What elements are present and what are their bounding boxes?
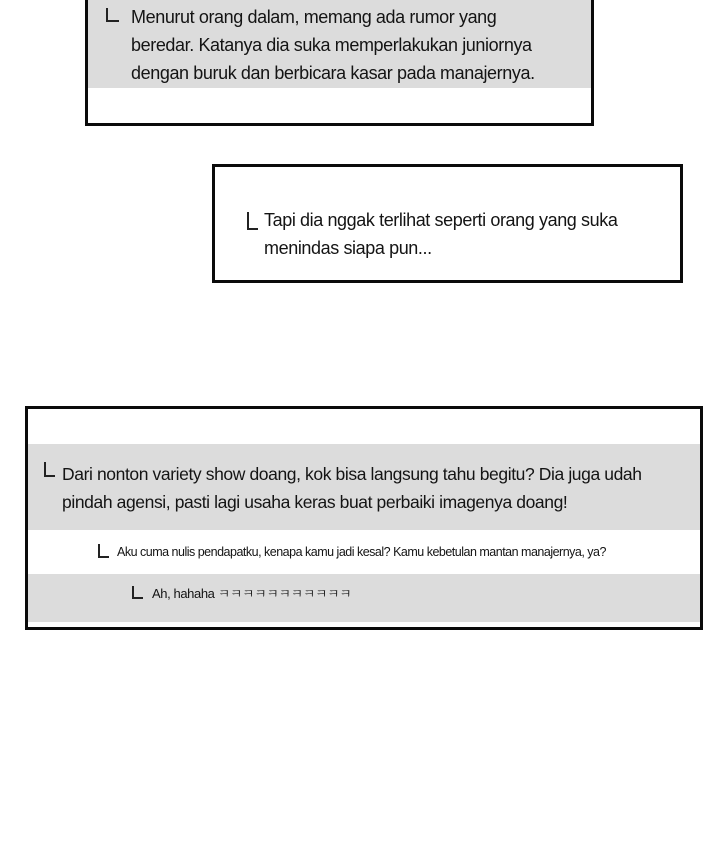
comment-2 (247, 206, 667, 262)
comment-thread-box (25, 406, 703, 630)
comment-box-2 (212, 164, 683, 283)
thread-root-comment (44, 460, 684, 516)
comment-2-text: Tapi dia nggak terlihat seperti orang yang suka menindas siapa pun... (264, 210, 618, 258)
thread-reply-text: Aku cuma nulis pendapatku, kenapa kamu jadi kesal? Kamu kebetulan mantan manajernya, ya? (117, 545, 606, 559)
reply-arrow-icon (98, 544, 109, 558)
thread-nested-reply-comment (132, 585, 532, 603)
reply-arrow-icon (44, 462, 55, 477)
comment-1-text: Menurut orang dalam, memang ada rumor yang beredar. Katanya dia suka memperlakukan juniornya dengan buruk dan berbicara kasar pada manajernya. (131, 7, 535, 83)
reply-arrow-icon (247, 212, 258, 230)
comment-box-1 (85, 0, 594, 126)
reply-arrow-icon (132, 586, 143, 599)
thread-root-text: Dari nonton variety show doang, kok bisa langsung tahu begitu? Dia juga udah pindah agensi, pasti lagi usaha keras buat perbaiki imagenya doang! (62, 464, 642, 512)
thread-reply-comment (98, 543, 698, 561)
thread-nested-reply-text: Ah, hahaha ㅋㅋㅋㅋㅋㅋㅋㅋㅋㅋㅋ (152, 586, 352, 601)
comment-1 (106, 3, 576, 87)
reply-arrow-icon (106, 8, 119, 22)
